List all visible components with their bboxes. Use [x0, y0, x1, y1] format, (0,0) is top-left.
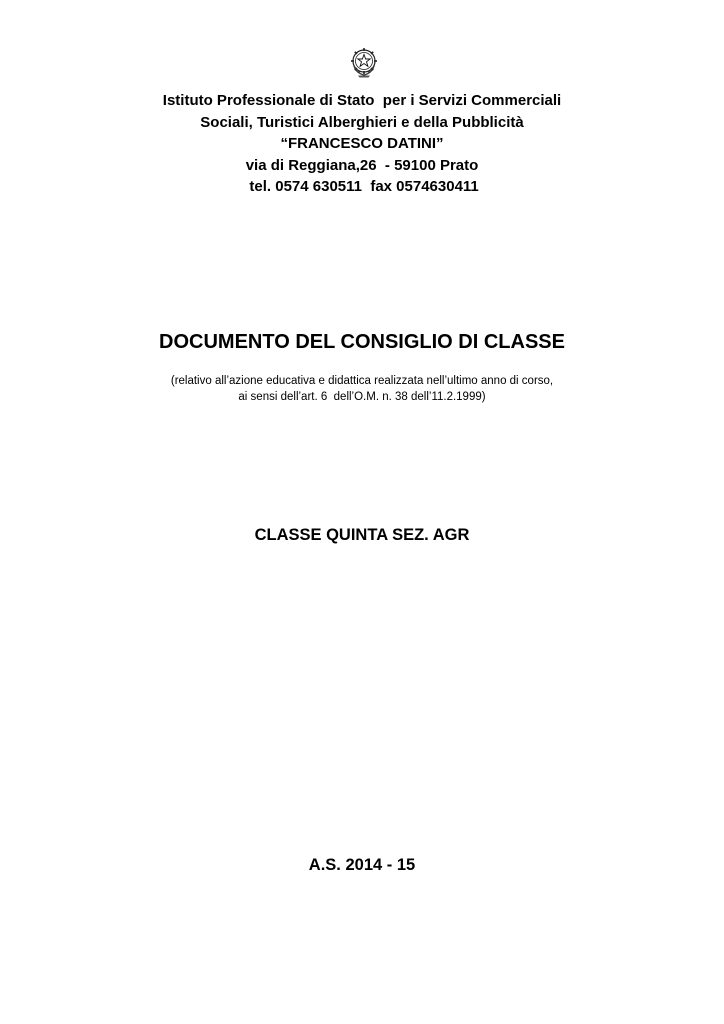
- institute-address: via di Reggiana,26 - 59100 Prato: [245, 156, 479, 174]
- institute-school-name: “FRANCESCO DATINI”: [280, 135, 444, 152]
- subtitle-line-1: (relativo all’azione educativa e didattica realizzata nell’ultimo anno di corso,: [170, 375, 554, 387]
- subtitle-line-2: ai sensi dell’art. 6 dell’O.M. n. 38 dell’11.2.1999): [238, 391, 486, 403]
- document-title: DOCUMENTO DEL CONSIGLIO DI CLASSE: [159, 331, 565, 353]
- institute-phone-fax: tel. 0574 630511 fax 0574630411: [245, 178, 479, 195]
- document-subtitle: [0, 373, 724, 405]
- italian-republic-emblem-icon: [350, 46, 378, 78]
- institute-name-line-2: Sociali, Turistici Alberghieri e della Pubblicità: [200, 113, 524, 131]
- institute-name-line-1: Istituto Professionale di Stato per i Servizi Commerciali: [162, 92, 562, 109]
- class-section: CLASSE QUINTA SEZ. AGR: [254, 526, 470, 544]
- institute-header: [0, 90, 724, 198]
- school-year: A.S. 2014 - 15: [308, 856, 416, 874]
